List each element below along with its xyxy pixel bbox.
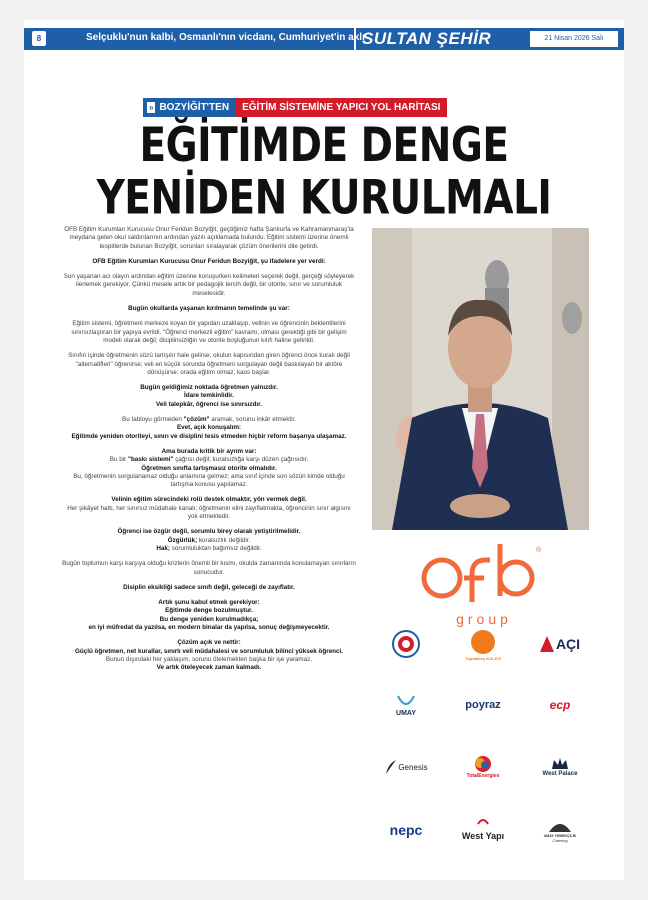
umay-icon: [396, 694, 416, 710]
totalenergies-label: TotalEnergies: [466, 773, 500, 779]
genesis-icon: [384, 760, 396, 774]
article-lead: OFB Eğitim Kurumları Kurucusu Onur Feridun Bozyiğit, şu ifadelere yer verdi:: [92, 257, 326, 265]
kicker-topic: EĞİTİM SİSTEMİNE YAPICI YOL HARİTASI: [235, 98, 447, 117]
ecp-label: ecp: [549, 698, 571, 712]
article-body: [62, 226, 356, 679]
bold-line: Öğrenci ise özgür değil, sorumlu birey olarak yetiştirilmelidir.: [117, 528, 301, 536]
bold-line: Ve artık öteleyecek zaman kalmadı.: [156, 664, 262, 672]
bold-line: Bugün geldiğimiz noktada öğretmen yalnızdır.: [140, 384, 278, 392]
westpalace-label: West Palace: [542, 771, 578, 777]
sponsor-logo-umay: [371, 685, 441, 725]
bold-line: Velinin eğitim sürecindeki rolü destek olmaktır, yön vermek değil.: [111, 496, 307, 504]
paragraph: Son yaşanan acı olayın ardından eğitim üzerine konuşurken kelimeleri seçerek değil, gerçeği söyleyerek ilerlemek gerekiyor. Çünkü mesele artık bir pedagojik tercih değil, bir otorite, sınır ve sorumluluk meselesidir.: [63, 273, 355, 297]
ofb-group-logo: [414, 540, 554, 630]
kicker-source: [143, 98, 235, 117]
paragraph: aramak, sorunu inkâr etmektir.: [209, 416, 296, 424]
page-footer: [24, 876, 624, 880]
portrait-photo: [372, 228, 589, 530]
nepc-label: nepc: [389, 822, 423, 838]
aci-icon: [540, 636, 554, 652]
sponsor-logo-umay-yemek: [525, 810, 595, 850]
subheading: Bugün okullarda yaşanan kırılmanın temelinde şu var:: [128, 305, 290, 313]
sponsor-logo-genesis: [371, 747, 441, 787]
newspaper-brand[interactable]: SULTAN ŞEHİR: [354, 28, 491, 50]
sponsor-logo-nepc: [371, 810, 441, 850]
genesis-label: Genesis: [398, 762, 428, 772]
bold-line: Bu denge yeniden kurulmadıkça;: [159, 615, 259, 623]
ofb-logo-word: group: [456, 611, 512, 627]
newspaper-page: [24, 20, 624, 880]
westyapi-label: West Yapı: [461, 831, 505, 841]
bold-line: Veli talepkâr, öğrenci ise sınırsızdır.: [155, 400, 263, 408]
kicker: [143, 98, 447, 117]
sponsor-logo-poyraz: [448, 685, 518, 725]
totalenergies-icon: [471, 755, 495, 773]
toprakbey-icon: [468, 628, 498, 656]
paragraph: Bunun dışındaki her yaklaşım, sorunu ötelemekten başka bir işe yaramaz.: [105, 655, 313, 663]
bold-line: Disiplin eksikliği sadece sınıfı değil, geleceği de zayıflatır.: [123, 583, 295, 591]
paragraph: sorumluluktan bağımsız değildir.: [169, 544, 262, 552]
bold-line: Öğretmen sınıfta tartışmasız otorite olmalıdır.: [141, 464, 277, 472]
header-slogan: Selçuklu'nun kalbi, Osmanlı'nın vicdanı, Cumhuriyet'in aklı: [86, 32, 365, 43]
sponsor-logo-westyapi: [448, 810, 518, 850]
bold-line: Eğitimde yeniden otoriteyi, sınırı ve disiplini tesis etmeden hiçbir reform başarıya ulaşamaz.: [71, 432, 347, 440]
headline-line-1: EĞİTİMDE DENGE: [139, 118, 509, 173]
seal-icon: [391, 629, 421, 659]
bold-line: Çözüm açık ve nettir:: [177, 639, 241, 647]
bold-term: Hak;: [156, 544, 170, 552]
umay-yemek-sub: Catering: [552, 837, 568, 843]
poyraz-label: poyraz: [465, 699, 501, 711]
umay-label: UMAY: [396, 709, 416, 717]
ofb-logo-mark: [414, 540, 554, 630]
page-number: 8: [32, 31, 46, 46]
double-chevron-icon: »: [149, 103, 154, 112]
kicker-source-label: BOZYİĞİT'TEN: [159, 102, 230, 113]
bold-line: Artık şunu kabul etmek gerekiyor:: [158, 599, 260, 607]
header-bar: [24, 28, 624, 50]
quote-term: "çözüm": [183, 416, 210, 424]
paragraph: Bugün toplumun karşı karşıya olduğu krizlerin önemli bir kısmı, okulda zamanında konulamayan sınırların sonucudur.: [62, 560, 356, 576]
paragraph: çağrısı değil; kuralsızlığa karşı düzen çağrısıdır.: [173, 456, 309, 464]
issue-date: 21 Nisan 2026 Salı: [530, 31, 618, 47]
sponsor-logo-toprakbey: [448, 624, 518, 664]
bold-line: Eğitimde denge bozulmuştur.: [165, 607, 253, 615]
umay-yemek-icon: [547, 818, 573, 834]
headline: [24, 120, 624, 226]
paragraph: Eğitim sistemi, öğretmeni merkeze koyan bir yapıdan uzaklaşıp, velinin ve öğrencinin beklentilerini sınırsızlaştıran bir yapıya evrildi. "Öğrenci merkezli eğitim" kavramı, olması gerektiği gibi bir gelişim modeli olarak değil; disiplinsizliğin ve otorite boşluğunun kılıfı haline getirildi.: [71, 320, 347, 344]
bold-line: İdare temkinlidir.: [183, 392, 235, 400]
bold-line: Ama burada kritik bir ayrım var:: [161, 447, 257, 455]
bold-line: Evet, açık konuşalım:: [176, 424, 242, 432]
paragraph: Bu, öğretmenin sorgulanamaz olduğu anlamına gelmez; ama sınıf içinde son sözün kimde olduğu tartışma konusu yapılamaz.: [73, 472, 345, 489]
portrait-illustration: [372, 228, 589, 530]
quote-term: "baskı sistemi": [127, 456, 174, 464]
paragraph: Sınıfın içinde öğretmenin sözü tartışılır hale gelirse; okulun kapısından giren öğrenci önce kuralı değil "alternatifleri" öğrenirse; veli en küçük sorunda öğretmeni sorgulayan değil baskılayan bir aktöre dönüşürse; orada eğitim olmaz, kaos başlar.: [68, 352, 350, 376]
bold-line: en iyi müfredat da yazılsa, en modern binalar da yapılsa, sonuç değişmeyecektir.: [88, 623, 330, 631]
paragraph: Bu tabloyu görmeden: [122, 416, 184, 424]
paragraph: kuralsızlık değildir.: [197, 536, 251, 544]
westyapi-icon: [476, 816, 490, 826]
toprakbey-label: Toprakbey KOLEJİ: [465, 655, 501, 661]
sponsor-logo-westpalace: [525, 747, 595, 787]
sponsor-logo-seal: [371, 624, 441, 664]
paragraph: Bu bir: [109, 456, 128, 464]
bold-line: Güçlü öğretmen, net kurallar, sınırlı veli müdahalesi ve sorumluluk bilinci yüksek öğrenci.: [74, 647, 344, 655]
sponsor-logo-ecp: [525, 685, 595, 725]
aci-label: AÇI: [555, 636, 581, 652]
registered-mark: ®: [536, 547, 542, 554]
sponsor-logo-totalenergies: [448, 747, 518, 787]
umay-yemek-label: UMAY YEMEKÇİLİK: [543, 833, 577, 838]
paragraph: Her şikâyet hattı, her sınırsız müdahale kanalı; öğretmenin elini zayıflatmakta, öğrencinin sınır algısını yok etmektedir.: [67, 504, 351, 521]
sponsor-logo-aci: [525, 624, 595, 664]
article-intro: OFB Eğitim Kurumları Kurucusu Onur Feridun Bozyiğit, geçtiğimiz hafta Şanlıurfa ve Kahramanmaraş'ta meydana gelen okul saldırılarının ardından yazılı açıklamada bulundu. Eğitim sistemi üzerine önemli tespitlerde bulunan Bozyiğit, sorunları sıralayarak çözüm önerilerini dile getirdi.: [64, 226, 354, 250]
headline-line-2: YENİDEN KURULMALI: [96, 171, 552, 226]
crown-icon: [550, 757, 570, 771]
bold-term: Özgürlük;: [167, 536, 198, 544]
